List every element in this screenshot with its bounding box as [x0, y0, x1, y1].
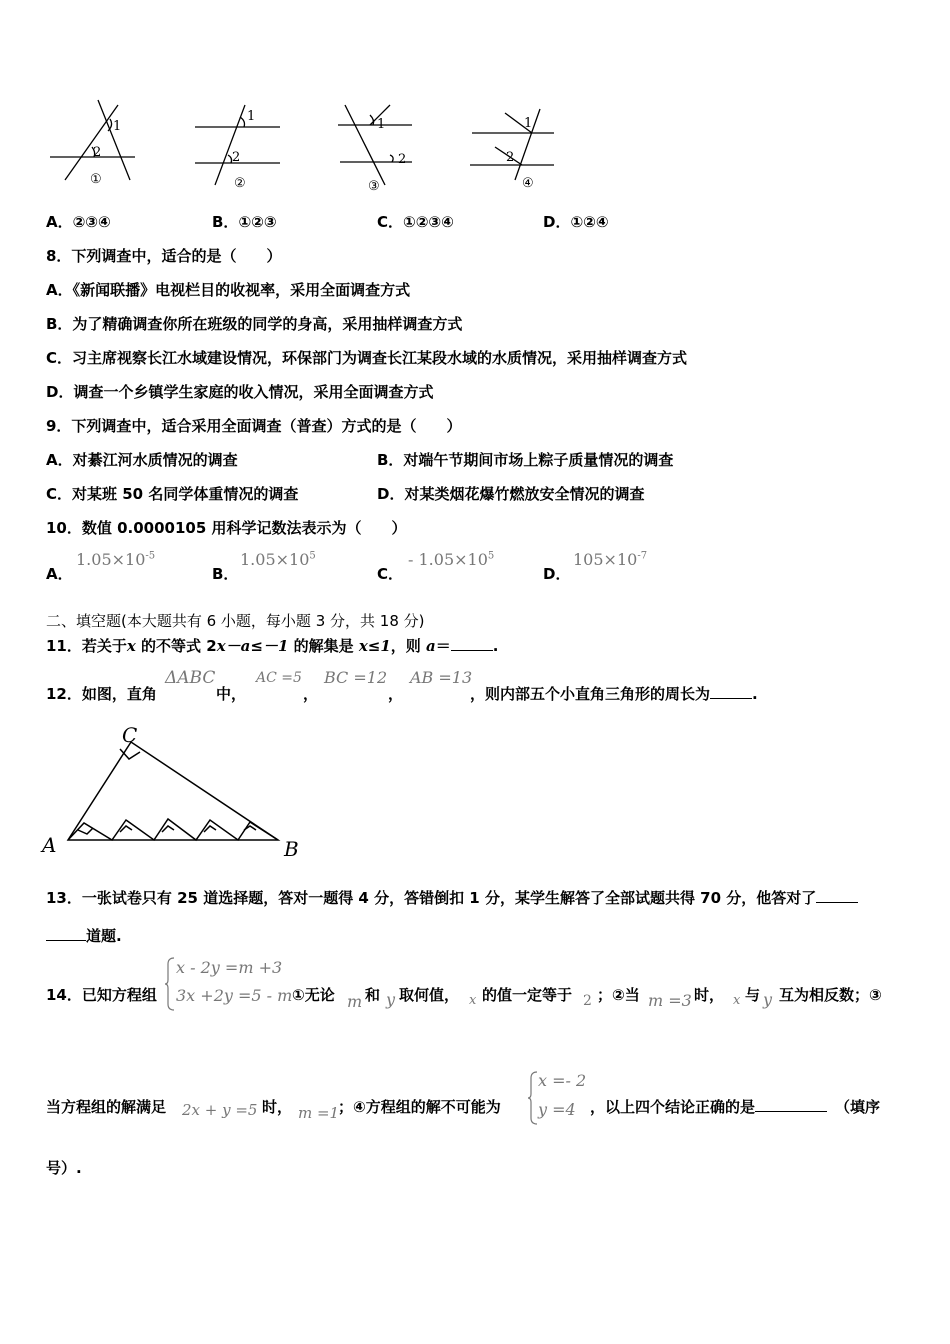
- q12-comma-1: ，: [303, 685, 319, 703]
- q14-m: m: [347, 992, 363, 1011]
- q13-blank-1[interactable]: [816, 888, 858, 903]
- q8-option-d[interactable]: D．调查一个乡镇学生家庭的收入情况，采用全面调查方式: [46, 383, 434, 401]
- fig1-angle1: 1: [113, 119, 122, 134]
- fig2-label: ②: [234, 176, 246, 191]
- q12-triangle-figure: [40, 722, 310, 862]
- q12-tail: ，则内部五个小直角三角形的周长为 .: [470, 685, 758, 703]
- q7-option-b[interactable]: B．①②③: [212, 213, 277, 231]
- fig3-label: ③: [368, 179, 380, 194]
- q8-option-a[interactable]: A．《新闻联播》电视栏目的收视率，采用全面调查方式: [46, 281, 411, 299]
- q10-letter-d[interactable]: D．: [543, 565, 571, 583]
- fig2-angle1: 1: [247, 109, 256, 124]
- q14-s1: ①无论: [292, 986, 335, 1004]
- q10-stem: 10．数值 0.0000105 用科学记数法表示为（ ）: [46, 519, 407, 537]
- q12-comma-2: ，: [388, 685, 404, 703]
- q11: 11．若关于x 的不等式 2x－a≤－1 的解集是 x≤1，则 a＝ .: [46, 637, 499, 655]
- q9-option-c[interactable]: C．对某班 50 名同学体重情况的调查: [46, 485, 299, 503]
- q14-x2: x: [733, 993, 741, 1008]
- vertex-c: C: [122, 723, 138, 747]
- figure-3: [338, 105, 412, 185]
- q13-blank-2[interactable]: [46, 926, 86, 941]
- q14-s5: 当方程组的解满足: [46, 1098, 167, 1116]
- q9-option-d[interactable]: D．对某类烟花爆竹燃放安全情况的调查: [377, 485, 645, 503]
- figure-4: [470, 109, 554, 180]
- q14-shi: 时，: [694, 986, 725, 1004]
- q12-bc: BC =12: [324, 668, 388, 687]
- q10-letter-b[interactable]: B．: [212, 565, 239, 583]
- q9-option-a[interactable]: A．对綦江河水质情况的调查: [46, 451, 238, 469]
- q10-option-b[interactable]: $1.05\times 10^5$: [240, 550, 316, 569]
- fig1-angle2: 2: [93, 145, 102, 160]
- q14-m1: m =1: [298, 1104, 340, 1122]
- q7-option-a[interactable]: A．②③④: [46, 213, 111, 231]
- q14-sol-x: x =- 2: [538, 1071, 587, 1090]
- fig3-angle2: 2: [398, 152, 407, 167]
- vertex-b: B: [284, 837, 299, 861]
- q12-ab: AB =13: [410, 668, 473, 687]
- q12-triangle: ΔABC: [165, 668, 216, 688]
- q8-option-b[interactable]: B．为了精确调查你所在班级的同学的身高，采用抽样调查方式: [46, 315, 463, 333]
- q13-line1: 13．一张试卷只有 25 道选择题，答对一题得 4 分，答错倒扣 1 分，某学生解答了全部试题共得 70 分，他答对了: [46, 888, 858, 908]
- q14-y: y: [386, 990, 396, 1009]
- q9-option-b[interactable]: B．对端午节期间市场上粽子质量情况的调查: [377, 451, 674, 469]
- q14-eq1: x - 2y =m +3: [176, 958, 283, 977]
- q7-figures: [40, 95, 580, 200]
- fig4-angle2: 2: [506, 150, 515, 165]
- q14-system-brace: [164, 956, 176, 1012]
- figure-2: [195, 105, 280, 185]
- fig2-angle2: 2: [232, 150, 241, 165]
- q10-letter-a[interactable]: A．: [46, 565, 73, 583]
- q14-yu: 与: [745, 986, 761, 1004]
- q10-option-d[interactable]: $105\times 10^{-7}$: [573, 550, 648, 569]
- q14-s4: 互为相反数；③: [779, 986, 882, 1004]
- q7-option-c[interactable]: C．①②③④: [377, 213, 454, 231]
- q14-pre: 14．已知方程组: [46, 986, 157, 1004]
- fig4-label: ④: [522, 176, 534, 191]
- fig4-angle1: 1: [524, 116, 533, 131]
- q14-shi2: 时，: [262, 1098, 293, 1116]
- q9-stem: 9．下列调查中，适合采用全面调查（普查）方式的是（ ）: [46, 417, 462, 435]
- q14-s2: 的值一定等于: [482, 986, 573, 1004]
- q14-cond: 2x + y =5: [182, 1101, 258, 1119]
- q14-m3: m =3: [648, 991, 692, 1010]
- q14-s9: 号）.: [46, 1159, 82, 1177]
- figure-1: [50, 100, 135, 180]
- q12-blank[interactable]: [710, 684, 752, 699]
- q14-y2: y: [763, 990, 773, 1009]
- q12-zhong: 中，: [216, 685, 247, 703]
- q14-two: 2: [583, 993, 592, 1009]
- q14-he: 和: [365, 986, 381, 1004]
- q10-letter-c[interactable]: C．: [377, 565, 404, 583]
- q14-x: x: [469, 993, 477, 1008]
- q14-qu: 取何值，: [399, 986, 460, 1004]
- fig1-label: ①: [90, 172, 102, 187]
- q10-option-a[interactable]: $1.05\times 10^{-5}$: [76, 550, 156, 569]
- section-heading: 二、填空题(本大题共有 6 小题，每小题 3 分，共 18 分): [46, 612, 425, 630]
- q7-option-d[interactable]: D．①②④: [543, 213, 609, 231]
- q8-stem: 8．下列调查中，适合的是（ ）: [46, 247, 282, 265]
- fig3-angle1: 1: [377, 117, 386, 132]
- q12-ac: AC =5: [256, 670, 302, 686]
- q14-blank[interactable]: [755, 1097, 827, 1112]
- q14-s6: ；④方程组的解不可能为: [338, 1098, 501, 1116]
- q11-blank[interactable]: [451, 636, 493, 651]
- q8-option-c[interactable]: C．习主席视察长江水域建设情况，环保部门为调查长江某段水域的水质情况，采用抽样调查方式: [46, 349, 688, 367]
- q14-eq2: 3x +2y =5 - m: [176, 986, 293, 1005]
- q13-line2: 道题.: [46, 926, 122, 946]
- q12-pre: 12．如图，直角: [46, 685, 157, 703]
- q10-option-c[interactable]: - $1.05\times 10^5$: [408, 550, 495, 569]
- vertex-a: A: [42, 833, 57, 857]
- q14-sol-y: y =4: [538, 1100, 576, 1119]
- q14-s3: ；②当: [597, 986, 640, 1004]
- q14-s7: ，以上四个结论正确的是 （填序: [590, 1098, 881, 1116]
